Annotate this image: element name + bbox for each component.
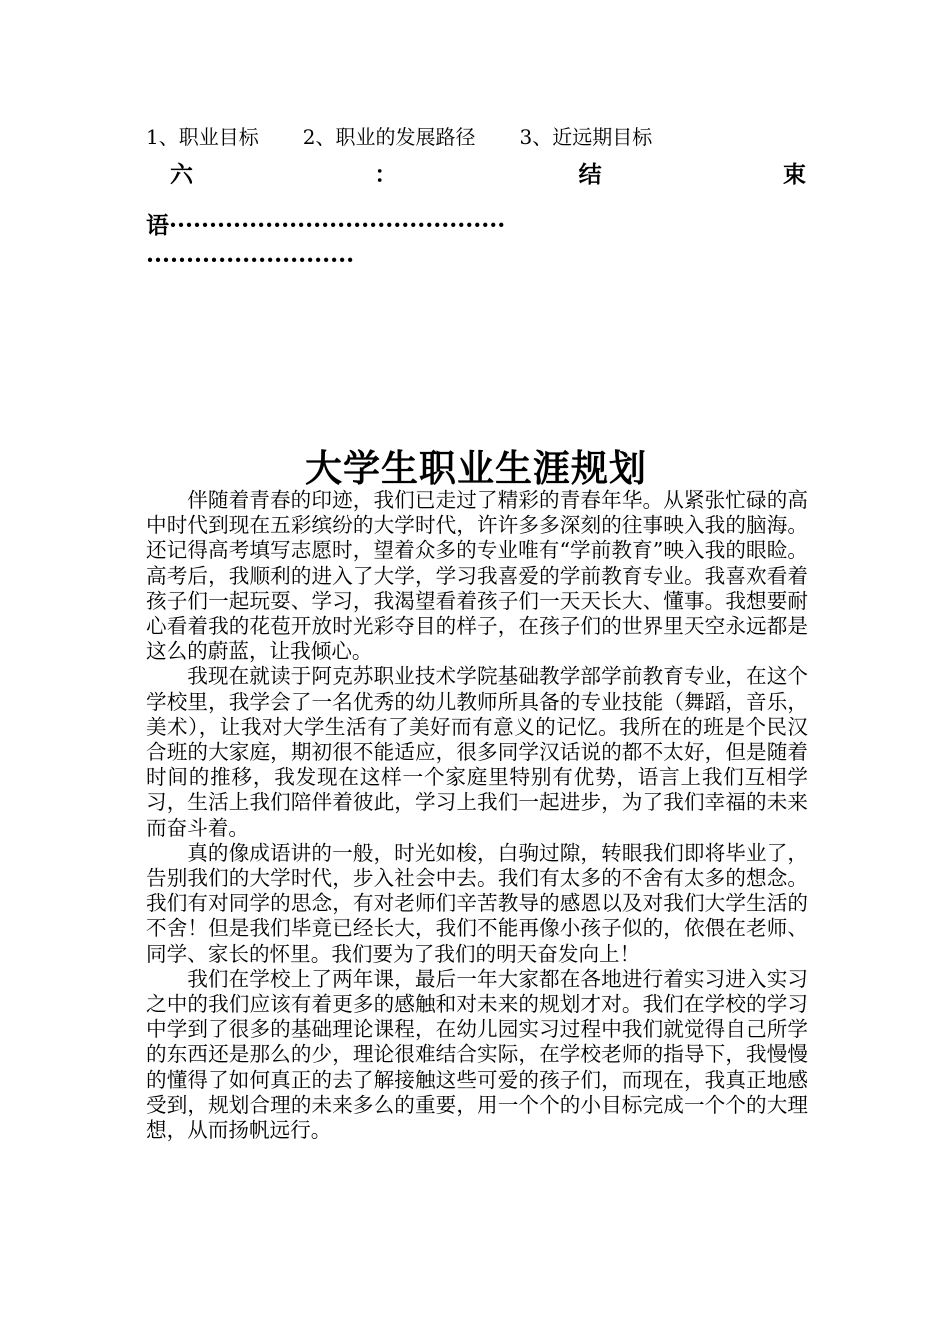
outline-item-development-path: 2、职业的发展路径 <box>302 125 476 149</box>
section-six-heading <box>146 158 806 192</box>
article-title: 大学生职业生涯规划 <box>305 446 647 490</box>
outline-item-career-goal: 1、职业目标 <box>146 125 259 149</box>
paragraph: 我们在学校上了两年课，最后一年大家都在各地进行着实习进入实习之中的我们应该有着更多的感触和对未来的规划才对。我们在学校的学习中学到了很多的基础理论课程，在幼儿园实习过程中我们就觉得自己所学的东西还是那么的少，理论很难结合实际，在学校老师的指导下，我慢慢的懂得了如何真正的去了解接触这些可爱的孩子们，而现在，我真正地感受到，规划合理的未来多么的重要，用一个个的小目标完成一个个的大理想，从而扬帆远行。 <box>146 966 808 1143</box>
leader-dots: ·········································· <box>169 212 506 239</box>
heading-char: 束 <box>782 161 806 188</box>
heading-char: 语 <box>146 212 169 239</box>
section-six-leader-line-1 <box>146 210 810 242</box>
heading-char: ： <box>374 161 398 188</box>
heading-char: 结 <box>578 161 602 188</box>
outline-items <box>146 122 826 152</box>
leader-dots: ·························· <box>146 247 355 274</box>
paragraph: 真的像成语讲的一般，时光如梭，白驹过隙，转眼我们即将毕业了，告别我们的大学时代，步入社会中去。我们有太多的不舍有太多的想念。我们有对同学的思念，有对老师们辛苦教导的感恩以及对我们大学生活的不舍！但是我们毕竟已经长大，我们不能再像小孩子似的，依偎在老师、同学、家长的怀里。我们要为了我们的明天奋发向上！ <box>146 840 808 966</box>
paragraph: 伴随着青春的印迹，我们已走过了精彩的青春年华。从紧张忙碌的高中时代到现在五彩缤纷的大学时代，许许多多深刻的往事映入我的脑海。还记得高考填写志愿时，望着众多的专业唯有“学前教育”映入我的眼睑。高考后，我顺利的进入了大学，学习我喜爱的学前教育专业。我喜欢看着孩子们一起玩耍、学习，我渴望看着孩子们一天天长大、懂事。我想要耐心看着我的花苞开放时光彩夺目的样子，在孩子们的世界里天空永远都是这么的蔚蓝，让我倾心。 <box>146 488 808 664</box>
outline-item-short-long-term-goals: 3、近远期目标 <box>519 125 653 149</box>
paragraph: 我现在就读于阿克苏职业技术学院基础教学部学前教育专业，在这个学校里，我学会了一名优秀的幼儿教师所具备的专业技能（舞蹈，音乐，美术），让我对大学生活有了美好而有意义的记忆。我所在的班是个民汉合班的大家庭，期初很不能适应，很多同学汉话说的都不太好，但是随着时间的推移，我发现在这样一个家庭里特别有优势，语言上我们互相学习，生活上我们陪伴着彼此，学习上我们一起进步，为了我们幸福的未来而奋斗着。 <box>146 664 808 840</box>
section-six-leader-line-2 <box>146 245 810 277</box>
heading-char: 六 <box>170 161 193 188</box>
article-body <box>146 488 808 1143</box>
